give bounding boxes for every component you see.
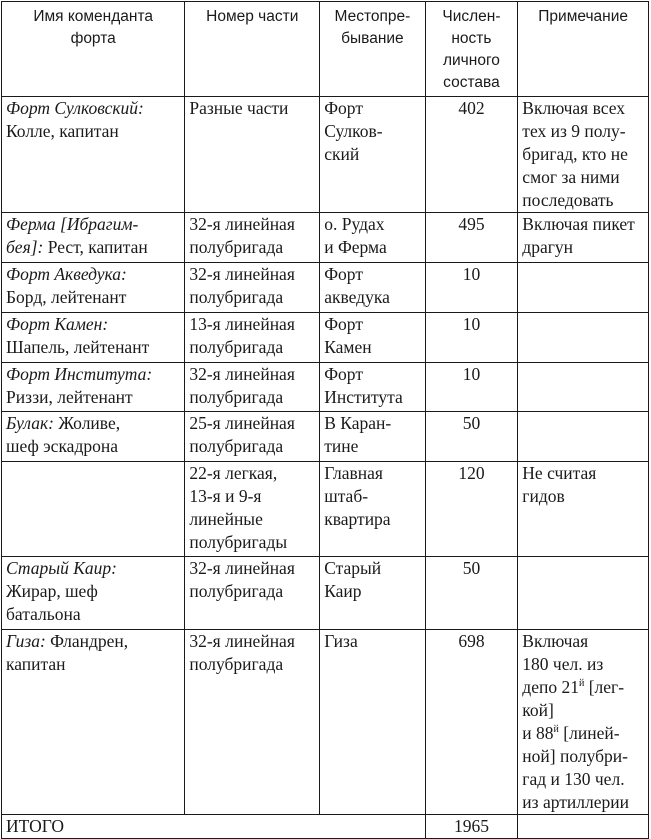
- location-cell: о. Рудах и Ферма: [320, 213, 425, 263]
- note-cell: [518, 363, 649, 412]
- note-cell: Включая пикет драгун: [518, 213, 649, 263]
- commander-cell: [2, 462, 185, 557]
- strength-cell: 50: [425, 412, 518, 462]
- table-row: [2, 263, 649, 313]
- header-unit-number: Номер части: [185, 2, 320, 97]
- location-cell: В Каран- тине: [320, 412, 425, 462]
- table-row: [2, 313, 649, 363]
- commander-cell: Форт Камен: Шапель, лейтенант: [2, 313, 185, 363]
- table-row: [2, 557, 649, 630]
- unit-cell: 32-я линейная полубригада: [185, 213, 320, 263]
- table-row: [2, 363, 649, 412]
- header-row: [2, 2, 649, 97]
- header-location: Местопре- бывание: [320, 2, 425, 97]
- table-row: [2, 97, 649, 213]
- note-cell: [518, 313, 649, 363]
- location-cell: Гиза: [320, 630, 425, 815]
- commander-cell: Форт Акведука: Борд, лейтенант: [2, 263, 185, 313]
- table-row: [2, 462, 649, 557]
- strength-cell: 495: [425, 213, 518, 263]
- commander-cell: Булак: Жоливе, шеф эскадрона: [2, 412, 185, 462]
- location-cell: Форт Камен: [320, 313, 425, 363]
- table-row: [2, 630, 649, 815]
- note-cell: [518, 412, 649, 462]
- location-cell: Форт акведука: [320, 263, 425, 313]
- total-label: ИТОГО: [2, 815, 426, 839]
- location-cell: Главная штаб- квартира: [320, 462, 425, 557]
- strength-cell: 402: [425, 97, 518, 213]
- header-strength: Числен- ность личного состава: [425, 2, 518, 97]
- note-cell: [518, 557, 649, 630]
- location-cell: Форт Сулков- ский: [320, 97, 425, 213]
- location-cell: Старый Каир: [320, 557, 425, 630]
- strength-cell: 698: [425, 630, 518, 815]
- total-value: 1965: [425, 815, 518, 839]
- unit-cell: 32-я линейная полубригада: [185, 630, 320, 815]
- note-cell: Включая 180 чел. из депо $21^й$ [лег- кой] и $88^й$ [линей- ной] полубри- гад и 130 чел. из артиллерии: [518, 630, 649, 815]
- location-cell: Форт Института: [320, 363, 425, 412]
- note-cell: [518, 815, 649, 839]
- table-row: [2, 213, 649, 263]
- garrison-table: [1, 1, 649, 839]
- unit-cell: Разные части: [185, 97, 320, 213]
- strength-cell: 10: [425, 363, 518, 412]
- total-row: [2, 815, 649, 839]
- note-cell: Не считая гидов: [518, 462, 649, 557]
- note-superscript: й: [578, 678, 585, 690]
- unit-cell: 32-я линейная полубригада: [185, 263, 320, 313]
- strength-cell: 10: [425, 263, 518, 313]
- header-commander-name: Имя коменданта форта: [2, 2, 185, 97]
- unit-cell: 32-я линейная полубригада: [185, 363, 320, 412]
- strength-cell: 120: [425, 462, 518, 557]
- header-note: Примечание: [518, 2, 649, 97]
- note-superscript: й: [553, 724, 559, 736]
- unit-cell: 22-я легкая, 13-я и 9-я линейные полубригады: [185, 462, 320, 557]
- commander-cell: Гиза: Фландрен, капитан: [2, 630, 185, 815]
- table-row: [2, 412, 649, 462]
- commander-cell: Форт Института: Риззи, лейтенант: [2, 363, 185, 412]
- strength-cell: 50: [425, 557, 518, 630]
- unit-cell: 32-я линейная полубригада: [185, 557, 320, 630]
- note-cell: [518, 263, 649, 313]
- commander-cell: Ферма [Ибрагим- бея]: Рест, капитан: [2, 213, 185, 263]
- commander-cell: Форт Сулковский: Колле, капитан: [2, 97, 185, 213]
- unit-cell: 25-я линейная полубригада: [185, 412, 320, 462]
- commander-cell: Старый Каир: Жирар, шеф батальона: [2, 557, 185, 630]
- strength-cell: 10: [425, 313, 518, 363]
- unit-cell: 13-я линейная полубригада: [185, 313, 320, 363]
- note-cell: Включая всех тех из 9 полу- бригад, кто не смог за ними последовать: [518, 97, 649, 213]
